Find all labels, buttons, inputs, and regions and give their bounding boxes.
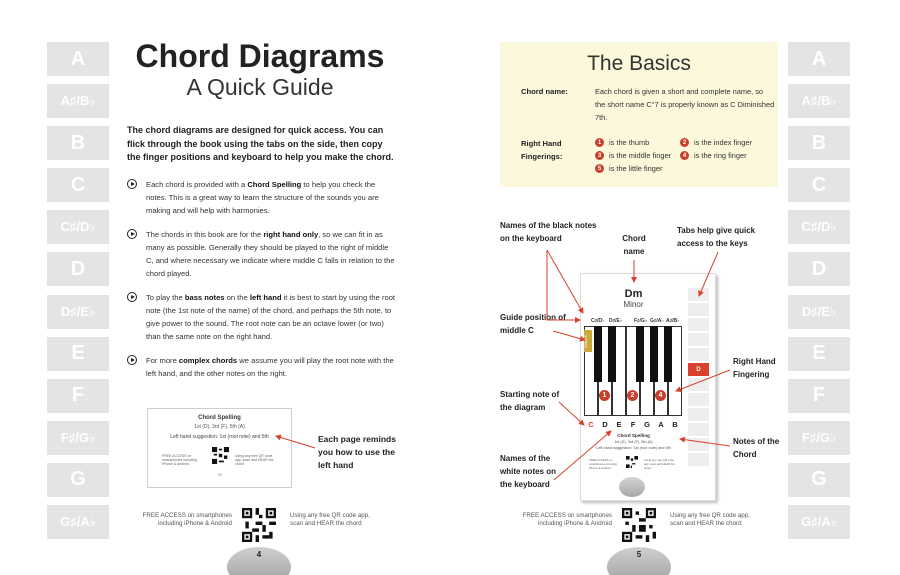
intro-paragraph: The chord diagrams are designed for quick access. You can flick through the book using the tabs on the side, then copy the finger positions and keyboard to help you make the chord. bbox=[127, 125, 394, 162]
tab-a-sharp[interactable]: A♯/B♭ bbox=[788, 84, 850, 118]
white-key-label: F bbox=[630, 420, 636, 429]
tab-d[interactable]: D bbox=[47, 252, 109, 286]
annotation-chord-notes: Notes of the Chord bbox=[733, 437, 780, 459]
footer-free-access: FREE ACCESS on smartphones including iPhone & Android bbox=[142, 512, 232, 527]
annotation-black-notes: Names of the black notes on the keyboard bbox=[500, 221, 597, 243]
bullet-item: The chords in this book are for the right hand only, so we can fit in as many as possible. Generally they should be played to the right of middle C, and where necessary we indicate where middle C falls in relation to the chord played. bbox=[127, 228, 397, 280]
card-page-number: 76 bbox=[217, 472, 222, 477]
card-title: Chord Spelling bbox=[198, 415, 241, 421]
arrow-line bbox=[553, 331, 585, 340]
annotation-middle-c: Guide position of middle C bbox=[500, 313, 566, 335]
tab-g[interactable]: G bbox=[788, 463, 850, 497]
white-key-label: G bbox=[644, 420, 650, 429]
tab-a[interactable]: A bbox=[788, 42, 850, 76]
tab-a[interactable]: A bbox=[47, 42, 109, 76]
tab-c[interactable]: C bbox=[788, 168, 850, 202]
fingering-label: Right Hand Fingerings: bbox=[521, 139, 563, 161]
tab-c[interactable]: C bbox=[47, 168, 109, 202]
annotation-white-notes: Names of the white notes on the keyboard bbox=[500, 454, 556, 489]
tab-c-sharp[interactable]: C♯/D♭ bbox=[47, 210, 109, 244]
arrow-line bbox=[676, 370, 730, 391]
tab-g-sharp[interactable]: G♯/A♭ bbox=[788, 505, 850, 539]
diagram-footer-right: Using any free QR code app, scan and HEAR the chord bbox=[644, 458, 675, 470]
page-subtitle: A Quick Guide bbox=[186, 74, 334, 100]
arrow-line bbox=[680, 439, 730, 446]
diagram-spelling-title: Chord Spelling bbox=[617, 433, 650, 438]
black-key-label: G♯/A♭ bbox=[650, 318, 664, 324]
finger-3: 3 is the middle finger bbox=[595, 151, 671, 160]
page-number: 5 bbox=[636, 550, 642, 559]
arrow-line bbox=[547, 250, 580, 320]
card-left-hand: Left hand suggestion: 1st (root note) and 5th bbox=[170, 434, 269, 440]
white-key-label: C bbox=[588, 420, 594, 429]
footer-scan-hint: Using any free QR code app, scan and HEAR the chord bbox=[290, 512, 370, 527]
diagram-chord-name: Dm bbox=[624, 288, 643, 300]
page-title: Chord Diagrams bbox=[135, 38, 385, 74]
diagram-left-hand: Left hand suggestion: 1st (root note) and 5th bbox=[596, 446, 671, 450]
annotation-fingering: Right Hand Fingering bbox=[733, 357, 776, 379]
white-key-label: A bbox=[658, 420, 664, 429]
annotation-chord-name: Chord name bbox=[622, 234, 646, 256]
chord-name-label: Chord name: bbox=[521, 87, 568, 96]
arrow-line bbox=[699, 252, 718, 296]
footer-free-access: FREE ACCESS on smartphones including iPhone & Android bbox=[522, 512, 612, 527]
bullet-item: For more complex chords we assume you will play the root note with the left hand, and the other notes on the right. bbox=[127, 354, 397, 380]
finger-5: 5 is the little finger bbox=[595, 164, 662, 173]
tab-g-sharp[interactable]: G♯/A♭ bbox=[47, 505, 109, 539]
tab-a-sharp[interactable]: A♯/B♭ bbox=[47, 84, 109, 118]
middle-c-marker: Middle C bbox=[584, 330, 592, 352]
diagram-tab-active: D bbox=[688, 363, 709, 376]
arrow-line bbox=[559, 402, 584, 425]
white-key-label: B bbox=[672, 420, 678, 429]
diagram-chord-quality: Minor bbox=[623, 300, 644, 309]
finger-marker: 2 bbox=[627, 390, 638, 401]
arrow-line bbox=[554, 431, 611, 480]
finger-1: 1 is the thumb bbox=[595, 138, 649, 147]
black-key-label: D♯/E♭ bbox=[609, 318, 623, 324]
finger-2: 2 is the index finger bbox=[680, 138, 752, 147]
tab-d-sharp[interactable]: D♯/E♭ bbox=[47, 295, 109, 329]
white-key-label: E bbox=[616, 420, 622, 429]
chord-name-text: Each chord is given a short and complete name, so the short name C°7 is properly known as C Diminished 7th. bbox=[595, 87, 775, 122]
tab-c-sharp[interactable]: C♯/D♭ bbox=[788, 210, 850, 244]
finger-marker: 4 bbox=[655, 390, 666, 401]
black-key-label: C♯/D♭ bbox=[591, 318, 605, 324]
tab-b[interactable]: B bbox=[788, 126, 850, 160]
tab-f[interactable]: F bbox=[47, 379, 109, 413]
tab-f-sharp[interactable]: F♯/G♭ bbox=[788, 421, 850, 455]
tab-g[interactable]: G bbox=[47, 463, 109, 497]
footer-scan-hint: Using any free QR code app, scan and HEAR the chord bbox=[670, 512, 750, 527]
card-spelling: 1st (D), 3rd (F), 5th (A) bbox=[194, 424, 245, 430]
finger-marker: 1 bbox=[599, 390, 610, 401]
diagram-spelling: 1st (D), 3rd (F), 5th (A) bbox=[614, 440, 653, 444]
tab-f-sharp[interactable]: F♯/G♭ bbox=[47, 421, 109, 455]
tab-f[interactable]: F bbox=[788, 379, 850, 413]
tab-e[interactable]: E bbox=[47, 337, 109, 371]
annotation-starting-note: Starting note of the diagram bbox=[500, 390, 560, 412]
tab-b[interactable]: B bbox=[47, 126, 109, 160]
page-number: 4 bbox=[256, 550, 262, 559]
basics-title: The Basics bbox=[587, 52, 691, 75]
bullet-item: To play the bass notes on the left hand it is best to start by using the root note (the 1st note of the name) of the chord, and perhaps the 5th note, to give power to the sound. The root note can be an octave lower (or two) than the same note on the right hand. bbox=[127, 291, 397, 343]
card-footer-left: FREE ACCESS on smartphones including iPhone & Android bbox=[162, 454, 198, 466]
qr-code-icon[interactable] bbox=[622, 508, 656, 542]
card-footer-right: Using any free QR code app, scan and HEAR the chord bbox=[235, 454, 274, 466]
card-annotation: Each page reminds you how to use the left hand bbox=[318, 434, 396, 470]
white-key-label: D bbox=[602, 420, 608, 429]
finger-4: 4 is the ring finger bbox=[680, 151, 747, 160]
annotation-tabs: Tabs help give quick access to the keys bbox=[677, 226, 756, 248]
arrow-line bbox=[547, 250, 583, 313]
black-key-label: F♯/G♭ bbox=[634, 318, 648, 324]
tab-d[interactable]: D bbox=[788, 252, 850, 286]
diagram-footer-left: FREE ACCESS on smartphones including iPhone & Android bbox=[589, 458, 617, 470]
tab-d-sharp[interactable]: D♯/E♭ bbox=[788, 295, 850, 329]
arrow-line bbox=[276, 436, 315, 448]
tab-e[interactable]: E bbox=[788, 337, 850, 371]
black-key-label: A♯/B♭ bbox=[666, 318, 680, 324]
bullet-item: Each chord is provided with a Chord Spelling to help you check the notes. This is a great way to learn the structure of the sounds you are making and will help with harmonies. bbox=[127, 178, 397, 217]
